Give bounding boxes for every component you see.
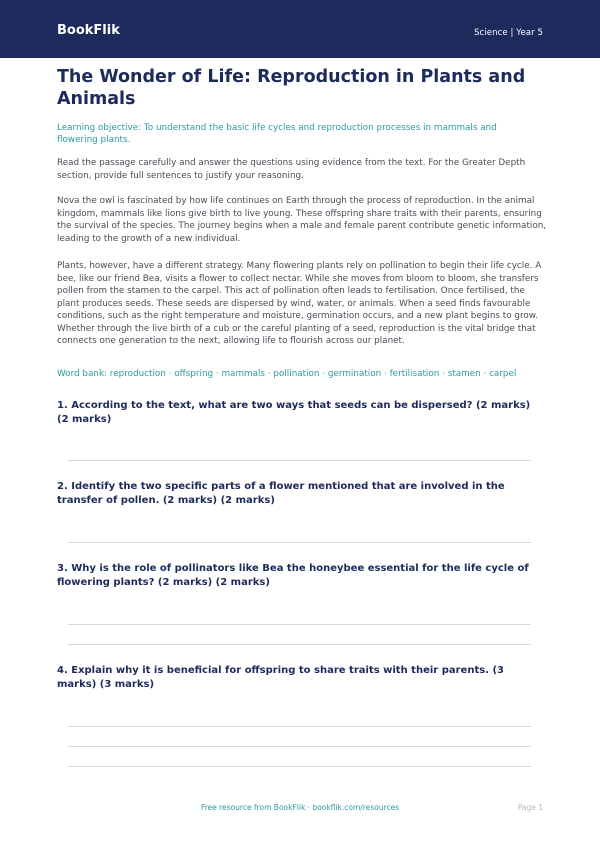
answer-line[interactable] <box>68 644 531 645</box>
passage-paragraph-2: Plants, however, have a different strategy. Many flowering plants rely on pollination to begin their life cycle. A bee, like our friend Bea, visits a flower to collect nectar. While she moves from bloom to bloom, she transfers pollen from the stamen to the carpel. This act of pollination often leads to fertilisation. Once fertilised, the plant produces seeds. These seeds are dispersed by wind, water, or animals. When a seed finds favourable conditions, such as the right temperature and moisture, germination occurs, and a new plant begins to grow. Whether through the live birth of a cub or the careful planting of a seed, reproduction is the vital bridge that connects one generation to the next, allowing life to flourish across our planet. <box>57 261 542 346</box>
instructions: Read the passage carefully and answer the questions using evidence from the text. For the Greater Depth section, provide full sentences to justify your reasoning. <box>57 158 526 181</box>
answer-line[interactable] <box>68 460 531 461</box>
learning-objective: Learning objective: To understand the basic life cycles and reproduction processes in mammals and flowering plants. <box>57 123 497 145</box>
answer-line[interactable] <box>68 766 531 767</box>
word-bank: Word bank: reproduction · offspring · mammals · pollination · germination · fertilisation · stamen · carpel <box>57 369 517 379</box>
worksheet-title: The Wonder of Life: Reproduction in Plants and Animals <box>57 67 526 109</box>
subject-year-label: Science | Year 5 <box>474 28 543 38</box>
question-2: 2. Identify the two specific parts of a flower mentioned that are involved in the transfer of pollen. (2 marks) (2 marks) <box>57 481 505 506</box>
answer-line[interactable] <box>68 746 531 747</box>
passage-paragraph-1: Nova the owl is fascinated by how life continues on Earth through the process of reproduction. In the animal kingdom, mammals like lions give birth to live young. These offspring share traits with their parents, ensuring the survival of the species. The journey begins when a male and female parent contribute genetic information, leading to the growth of a new individual. <box>57 196 547 244</box>
page-number: Page 1 <box>517 803 543 812</box>
brand-logo-text: BookFlik <box>57 23 120 38</box>
question-4: 4. Explain why it is beneficial for offspring to share traits with their parents. (3 marks) (3 marks) <box>57 665 504 690</box>
footer-attribution: Free resource from BookFlik · bookflik.com/resources <box>200 803 400 812</box>
page-header <box>0 0 600 58</box>
question-3: 3. Why is the role of pollinators like Bea the honeybee essential for the life cycle of flowering plants? (2 marks) (2 marks) <box>57 563 529 588</box>
answer-line[interactable] <box>68 542 531 543</box>
answer-line[interactable] <box>68 726 531 727</box>
question-1: 1. According to the text, what are two ways that seeds can be dispersed? (2 marks) (2 marks) <box>57 400 531 425</box>
answer-line[interactable] <box>68 624 531 625</box>
